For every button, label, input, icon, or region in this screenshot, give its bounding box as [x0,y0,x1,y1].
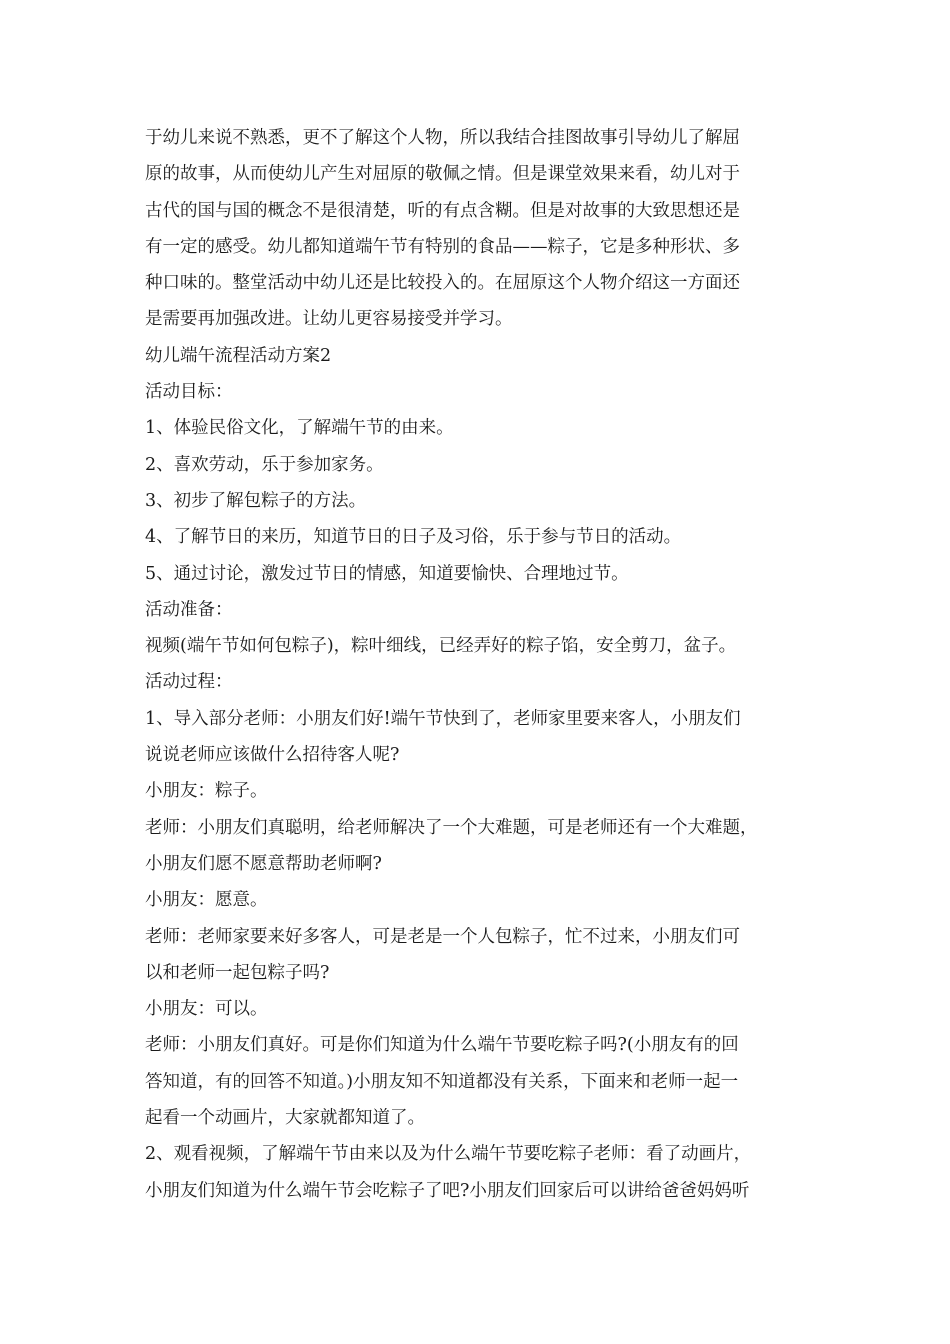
text-line: 老师：小朋友们真聪明，给老师解决了一个大难题，可是老师还有一个大难题， [145,817,758,838]
text-line: 老师：老师家要来好多客人，可是老是一个人包粽子，忙不过来，小朋友们可 [145,926,740,947]
list-item: 1、体验民俗文化，了解端午节的由来。 [145,418,454,439]
text-line: 以和老师一起包粽子吗? [145,962,330,983]
text-line: 原的故事，从而使幼儿产生对屈原的敬佩之情。但是课堂效果来看，幼儿对于 [145,164,740,185]
document-body [145,120,835,1209]
text-line: 是需要再加强改进。让幼儿更容易接受并学习。 [145,309,513,330]
text-line: 小朋友：愿意。 [145,890,268,911]
text-line: 1、导入部分老师：小朋友们好!端午节快到了，老师家里要来客人，小朋友们 [145,708,741,729]
section-heading: 活动过程： [145,672,233,693]
text-line: 有一定的感受。幼儿都知道端午节有特别的食品——粽子，它是多种形状、多 [145,236,740,257]
text-line: 于幼儿来说不熟悉，更不了解这个人物，所以我结合挂图故事引导幼儿了解屈 [145,128,740,148]
text-line: 小朋友们知道为什么端午节会吃粽子了吧?小朋友们回家后可以讲给爸爸妈妈听 [145,1180,750,1201]
list-item: 2、喜欢劳动，乐于参加家务。 [145,454,384,475]
list-item: 4、了解节日的来历，知道节日的日子及习俗，乐于参与节日的活动。 [145,527,682,548]
text-line: 视频(端午节如何包粽子)，粽叶细线，已经弄好的粽子馅，安全剪刀，盆子。 [145,636,737,657]
text-line: 2、观看视频，了解端午节由来以及为什么端午节要吃粽子老师：看了动画片， [145,1144,752,1165]
text-line: 起看一个动画片，大家就都知道了。 [145,1108,425,1129]
list-item: 3、初步了解包粽子的方法。 [145,490,367,511]
list-item: 5、通过讨论，激发过节日的情感，知道要愉快、合理地过节。 [145,563,629,584]
text-line: 老师：小朋友们真好。可是你们知道为什么端午节要吃粽子吗?(小朋友有的回 [145,1035,739,1056]
section-title: 幼儿端午流程活动方案2 [145,345,332,366]
section-heading: 活动目标： [145,382,233,403]
text-line: 种口味的。整堂活动中幼儿还是比较投入的。在屈原这个人物介绍这一方面还 [145,273,740,294]
text-line: 小朋友：粽子。 [145,781,268,802]
text-line: 小朋友：可以。 [145,999,268,1020]
text-line: 古代的国与国的概念不是很清楚，听的有点含糊。但是对故事的大致思想还是 [145,200,740,221]
text-line: 小朋友们愿不愿意帮助老师啊? [145,853,382,874]
section-heading: 活动准备： [145,599,233,620]
text-line: 说说老师应该做什么招待客人呢? [145,745,400,766]
text-line: 答知道，有的回答不知道。)小朋友知不知道都没有关系，下面来和老师一起一 [145,1071,739,1092]
